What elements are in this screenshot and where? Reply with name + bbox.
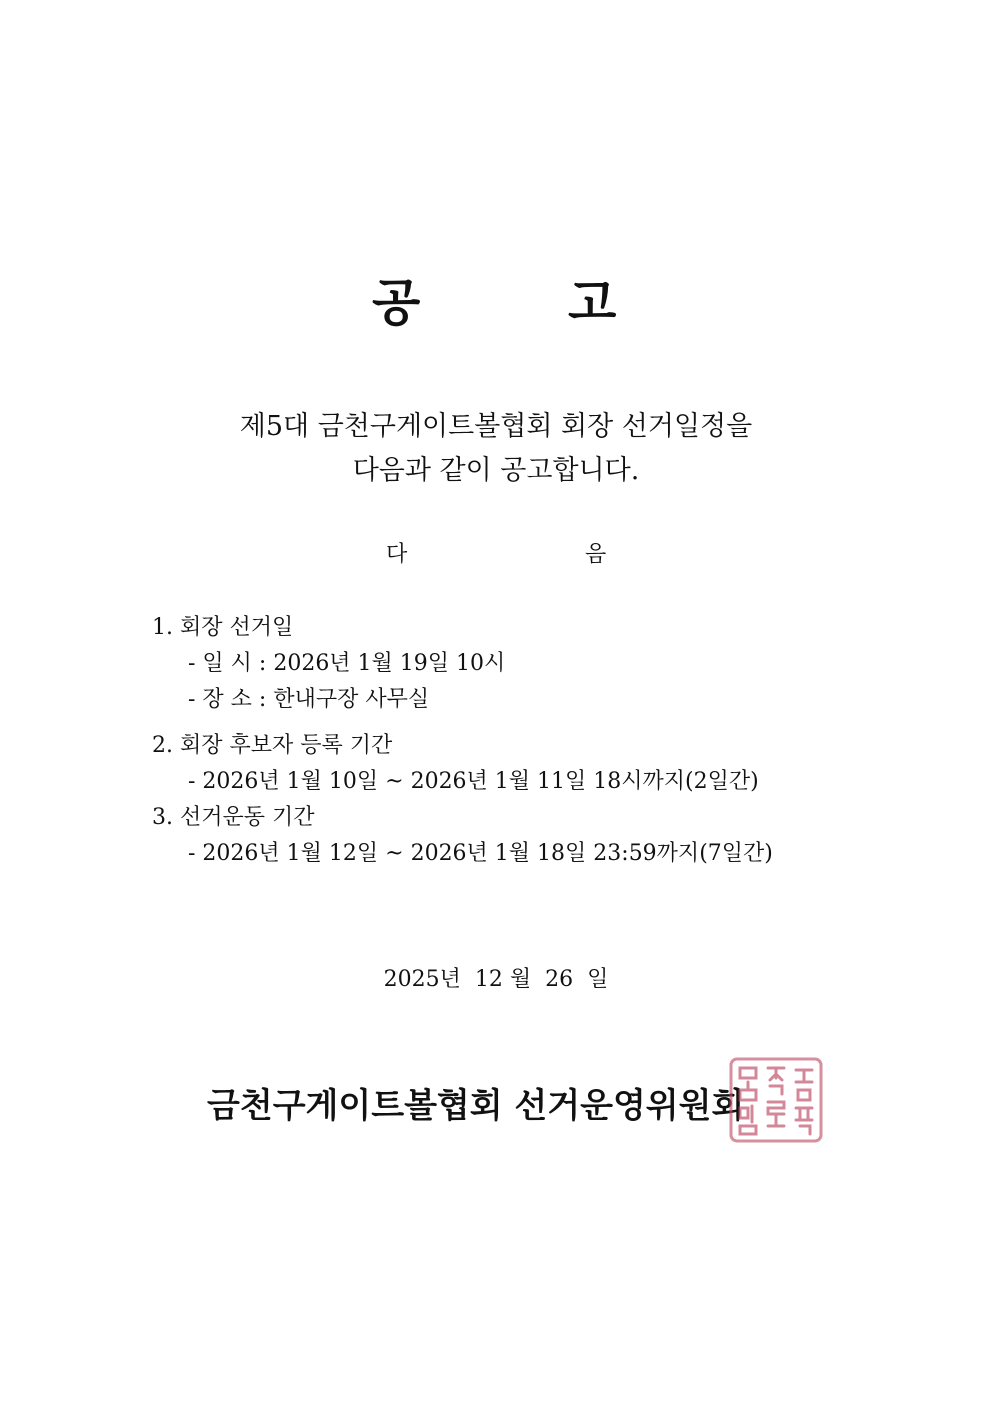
- official-seal-stamp: [728, 1056, 824, 1144]
- title-char-2: 고: [568, 273, 617, 332]
- section-heading: 3. 선거운동 기간: [152, 805, 315, 830]
- schedule-list: [152, 610, 773, 872]
- daeum-char-1: 다: [386, 542, 408, 567]
- section-item: - 2026년 1월 10일 ~ 2026년 1월 11일 18시까지(2일간): [188, 769, 759, 794]
- intro-line-2: 다음과 같이 공고합니다.: [352, 455, 640, 486]
- section-heading: 2. 회장 후보자 등록 기간: [152, 733, 393, 758]
- intro-line-1: 제5대 금천구게이트볼협회 회장 선거일정을: [239, 411, 753, 442]
- signer-organization: 금천구게이트볼협회 선거운영위원회: [207, 1086, 745, 1126]
- section-heading: 1. 회장 선거일: [152, 615, 294, 640]
- section-item: - 장 소 : 한내구장 사무실: [188, 687, 430, 712]
- intro-paragraph: [0, 405, 992, 493]
- section-campaign: [152, 800, 773, 872]
- notice-date: 2025년 12 월 26 일: [383, 967, 609, 992]
- section-election-day: [152, 610, 773, 718]
- daeum-char-2: 음: [585, 542, 607, 567]
- section-registration: [152, 728, 773, 800]
- title-char-1: 공: [372, 273, 421, 332]
- section-item: - 2026년 1월 12일 ~ 2026년 1월 18일 23:59까지(7일간): [188, 841, 773, 866]
- notice-title: [0, 268, 992, 338]
- daeum-heading: [0, 537, 992, 571]
- section-item: - 일 시 : 2026년 1월 19일 10시: [188, 651, 506, 676]
